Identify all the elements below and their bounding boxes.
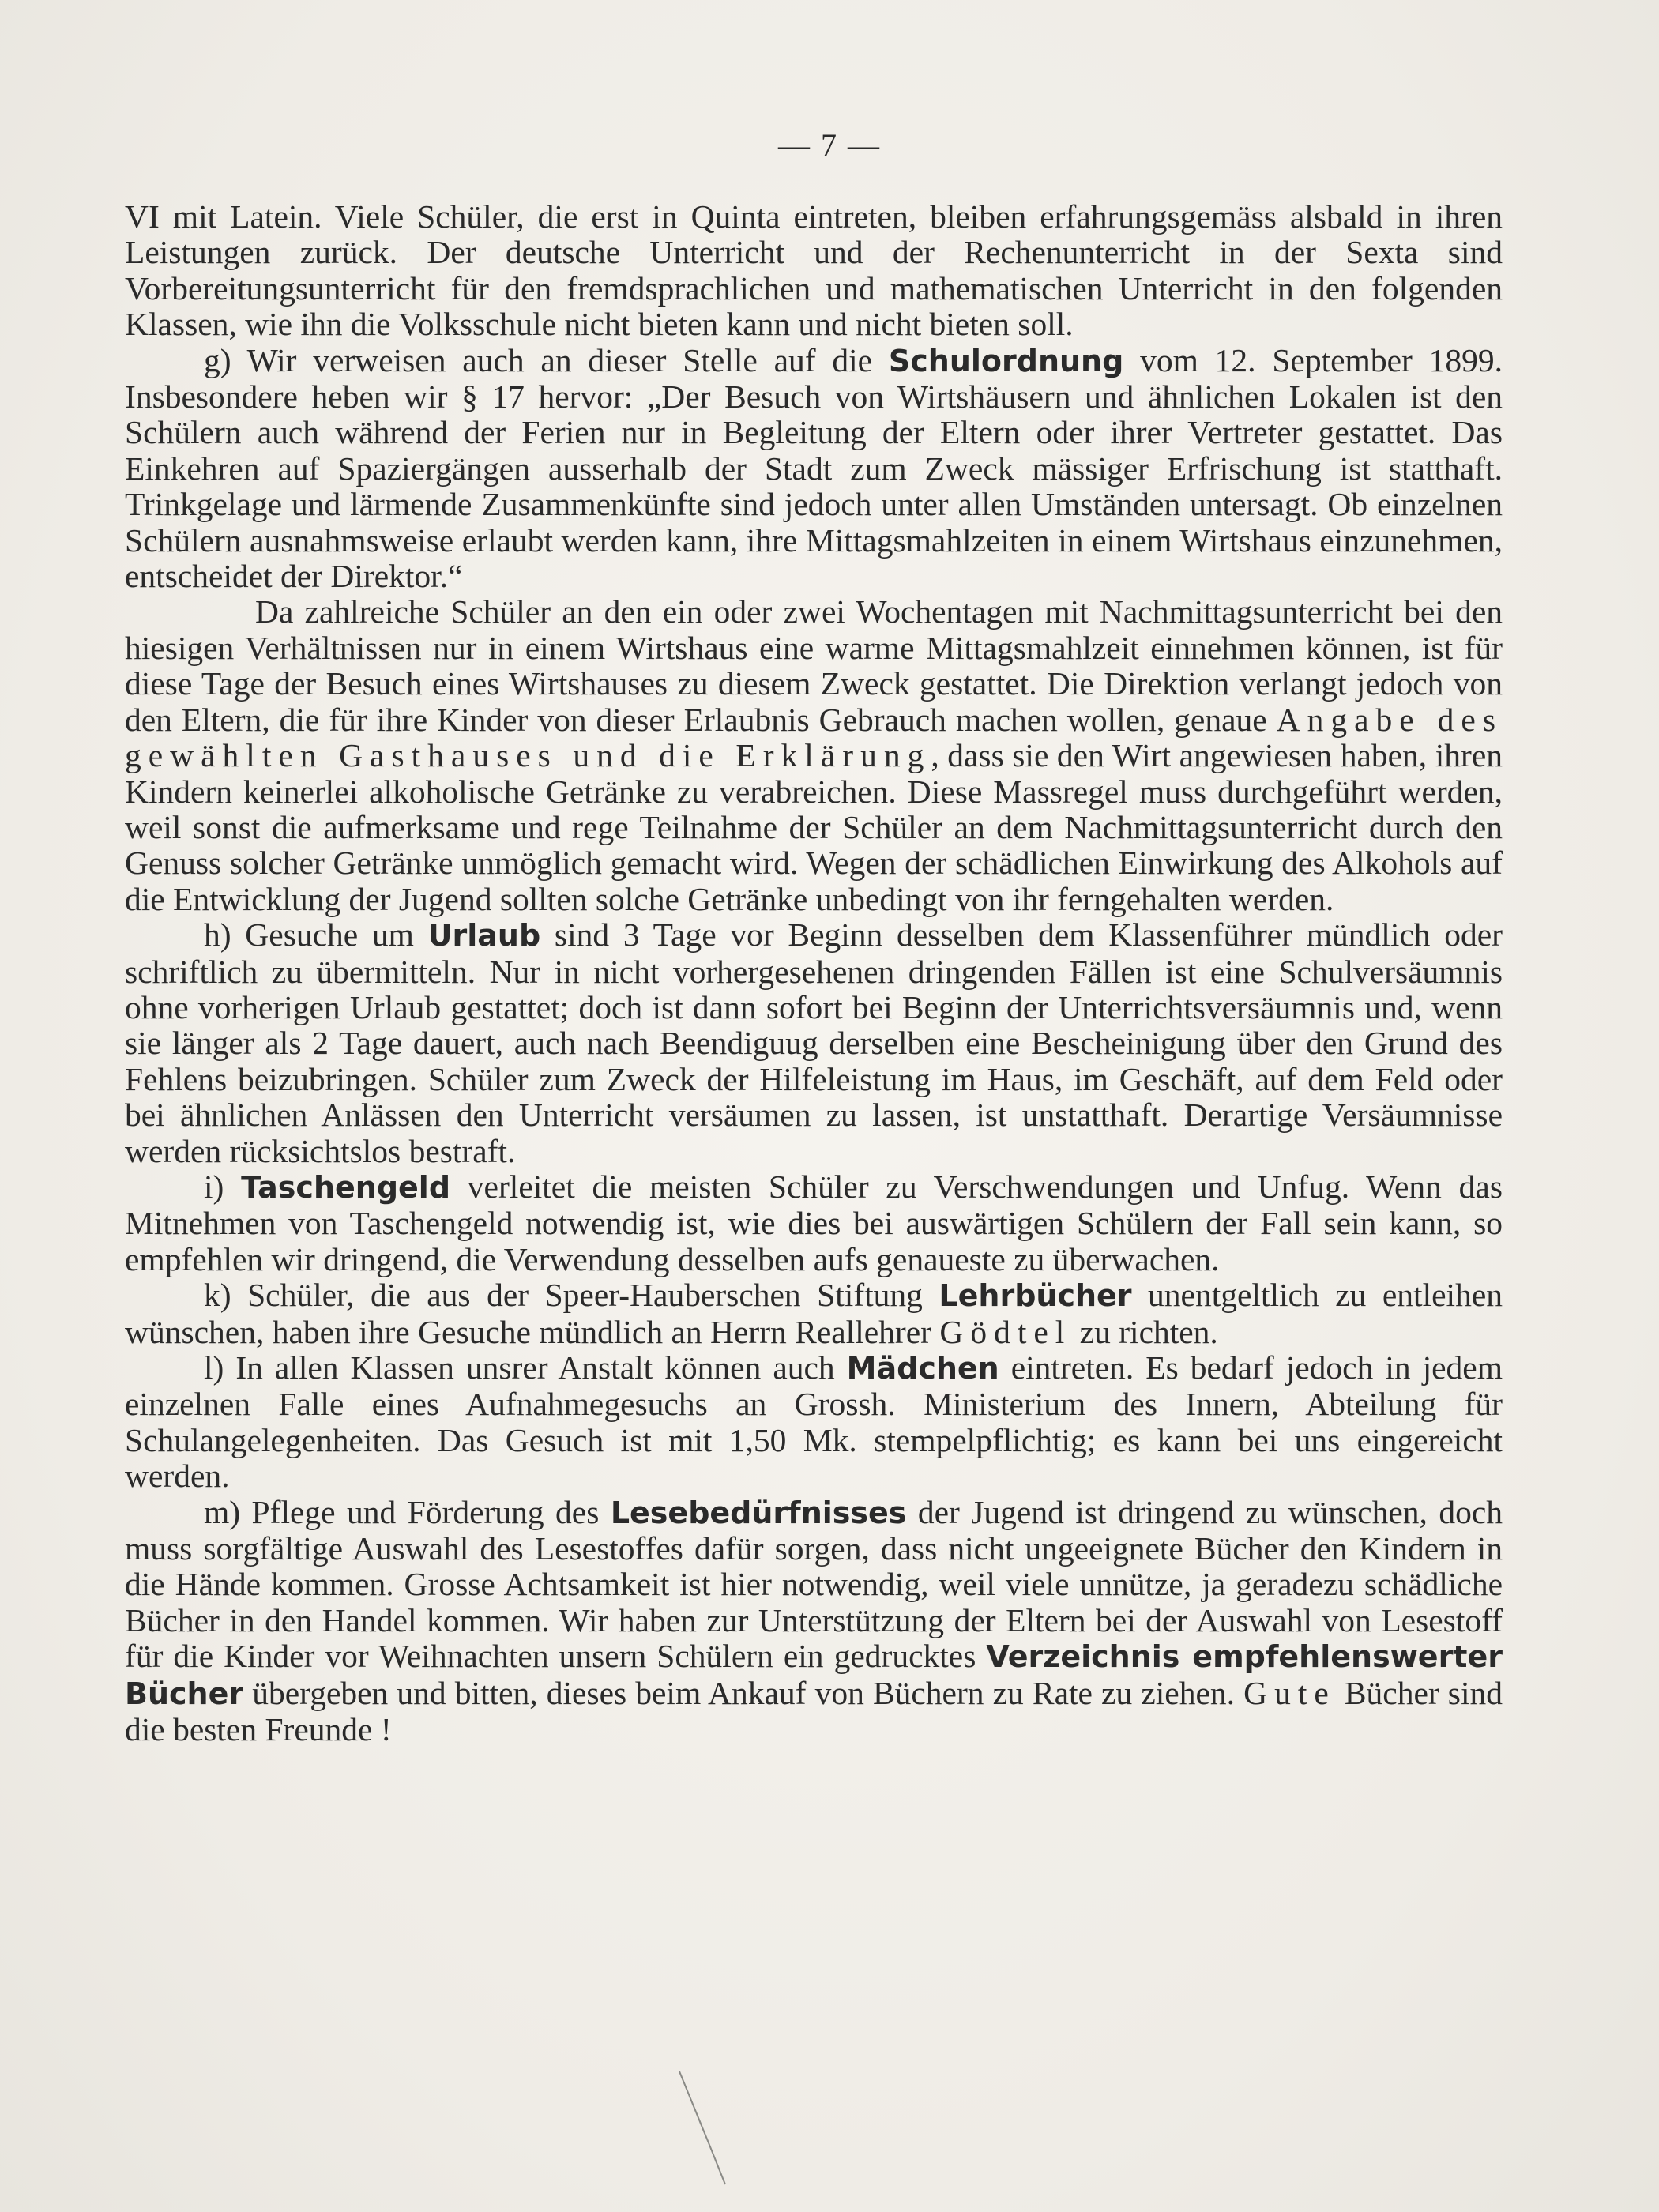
- paragraph-k-text-1: k) Schüler, die aus der Speer-Hauberschen Stiftung: [204, 1277, 939, 1314]
- paragraph-m: [125, 1495, 1503, 1748]
- page-body: [125, 199, 1503, 1747]
- paragraph-m-text-1: m) Pflege und Förderung des: [204, 1493, 611, 1530]
- term-lesebeduerfnisses: Lesebedürfnisses: [610, 1495, 907, 1530]
- term-schulordnung: Schulordnung: [888, 343, 1124, 378]
- paragraph-k-text-2: unentgeltlich zu entleihen wünschen, haben ihre Gesuche mündlich an Herrn Reallehrer: [125, 1277, 1503, 1350]
- paragraph-intro: VI mit Latein. Viele Schüler, die erst in Quinta eintreten, bleiben erfahrungsgemäss alsbald in ihren Leistungen zurück. Der deutsche Unterricht und der Rechenunterricht in der Sexta sind Vorbereitungsunterricht für den fremdsprachlichen und mathematischen Unterricht in den folgenden Klassen, wie ihn die Volksschule nicht bieten kann und nicht bieten soll.: [125, 198, 1503, 343]
- term-urlaub: Urlaub: [427, 918, 541, 954]
- term-verzeichnis: Verzeichnis empfehlenswerter Bücher: [125, 1639, 1503, 1711]
- paragraph-h-text-2: sind 3 Tage vor Beginn desselben dem Klassenführer mündlich oder schriftlich zu übermitteln. Nur in nicht vorhergesehenen dringenden Fällen ist eine Schulversäumnis ohne vorherigen Urlaub gestattet; doch ist dann sofort bei Beginn der Unterrichtsversäumnis und, wenn sie länger als 2 Tage dauert, auch nach Beendiguug derselben eine Bescheinigung über den Grund des Fehlens beizubringen. Schüler zum Zweck der Hilfeleistung im Haus, im Geschäft, auf dem Feld oder bei ähnlichen Anlässen den Unterricht versäumen zu lassen, ist unstatthaft. Derartige Versäumnisse werden rücksichtslos bestraft.: [125, 916, 1503, 1169]
- paragraph-g2-text-1: Da zahlreiche Schüler an den ein oder zwei Wochentagen mit Nachmittagsunterricht bei den hiesigen Verhältnissen nur in einem Wirtshaus eine warme Mittagsmahlzeit einnehmen können, ist für diese Tage der Besuch eines Wirtshauses zu diesem Zweck gestattet. Die Direktion verlangt jedoch von den Eltern, die für ihre Kinder von dieser Erlaubnis Gebrauch machen wollen, genaue: [125, 593, 1503, 738]
- paragraph-l: [125, 1350, 1503, 1495]
- term-maedchen: Mädchen: [846, 1351, 999, 1386]
- term-taschengeld: Taschengeld: [241, 1169, 451, 1205]
- paragraph-l-text-2: eintreten. Es bedarf jedoch in jedem einzelnen Falle eines Aufnahmegesuchs an Grossh. Ministerium des Innern, Abteilung für Schulangelegenheiten. Das Gesuch ist mit 1,50 Mk. stempelpflichtig; es kann bei uns eingereicht werden.: [125, 1349, 1503, 1495]
- paragraph-i-text-2: verleitet die meisten Schüler zu Verschwendungen und Unfug. Wenn das Mitnehmen von Taschengeld notwendig ist, wie dies bei auswärtigen Schülern der Fall sein kann, so empfehlen wir dringend, die Verwendung desselben aufs genaueste zu überwachen.: [125, 1168, 1503, 1277]
- page-number: — 7 —: [778, 127, 881, 163]
- paragraph-g2-text-2: , dass sie den Wirt angewiesen haben, ihren Kindern keinerlei alkoholische Getränke zu verabreichen. Diese Massregel muss durchgeführt werden, weil sonst die aufmerksame und rege Teilnahme der Schüler an dem Nachmittagsunterricht durch den Genuss solcher Getränke unmöglich gemacht wird. Wegen der schädlichen Einwirkung des Alkohols auf die Entwicklung der Jugend sollten solche Getränke unbedingt von ihr ferngehalten werden.: [125, 737, 1503, 917]
- paragraph-m-text-4: Bücher sind die besten Freunde !: [125, 1674, 1503, 1748]
- pencil-stroke-mark: [678, 2070, 733, 2188]
- paragraph-g-continued: [125, 594, 1503, 917]
- paragraph-m-text-2: der Jugend ist dringend zu wünschen, doch muss sorgfältige Auswahl des Lesestoffes dafür sorgen, dass nicht ungeeignete Bücher den Kindern in die Hände kommen. Grosse Achtsamkeit ist hier notwendig, weil viele unnütze, ja geradezu schädliche Bücher in den Handel kommen. Wir haben zur Unterstützung der Eltern bei der Auswahl von Lesestoff für die Kinder vor Weihnachten unsern Schülern ein gedrucktes: [125, 1493, 1503, 1675]
- paragraph-g: [125, 343, 1503, 595]
- spaced-emphasis-gute: Gute: [1243, 1674, 1336, 1711]
- paragraph-l-text-1: l) In allen Klassen unsrer Anstalt können auch: [204, 1349, 847, 1386]
- spaced-name-goedtel: Gödtel: [939, 1313, 1072, 1350]
- paragraph-i-text-1: i): [204, 1168, 242, 1205]
- spaced-emphasis-gasthaus: Angabe des gewählten Gasthauses und die Erklärung: [125, 701, 1503, 774]
- paragraph-m-text-3: übergeben und bitten, dieses beim Ankauf von Büchern zu Rate zu ziehen.: [243, 1674, 1244, 1711]
- paragraph-h: [125, 917, 1503, 1169]
- term-lehrbuecher: Lehrbücher: [939, 1278, 1132, 1314]
- paragraph-i: [125, 1169, 1503, 1277]
- paragraph-k-text-3: zu richten.: [1071, 1313, 1218, 1350]
- paragraph-k: [125, 1277, 1503, 1350]
- paragraph-g-text-2: vom 12. September 1899. Insbesondere heben wir § 17 hervor: „Der Besuch von Wirtshäusern und ähnlichen Lokalen ist den Schülern auch während der Ferien nur in Begleitung der Eltern oder ihrer Vertreter gestattet. Das Einkehren auf Spaziergängen ausserhalb der Stadt zum Zweck mässiger Erfrischung ist statthaft. Trinkgelage und lärmende Zusammenkünfte sind jedoch unter allen Umständen untersagt. Ob einzelnen Schülern ausnahmsweise erlaubt werden kann, ihre Mittagsmahlzeiten in einem Wirtshaus einzunehmen, entscheidet der Direktor.“: [125, 341, 1503, 595]
- paragraph-h-text-1: h) Gesuche um: [204, 916, 428, 954]
- paragraph-g-text-1: g) Wir verweisen auch an dieser Stelle auf die: [204, 341, 889, 378]
